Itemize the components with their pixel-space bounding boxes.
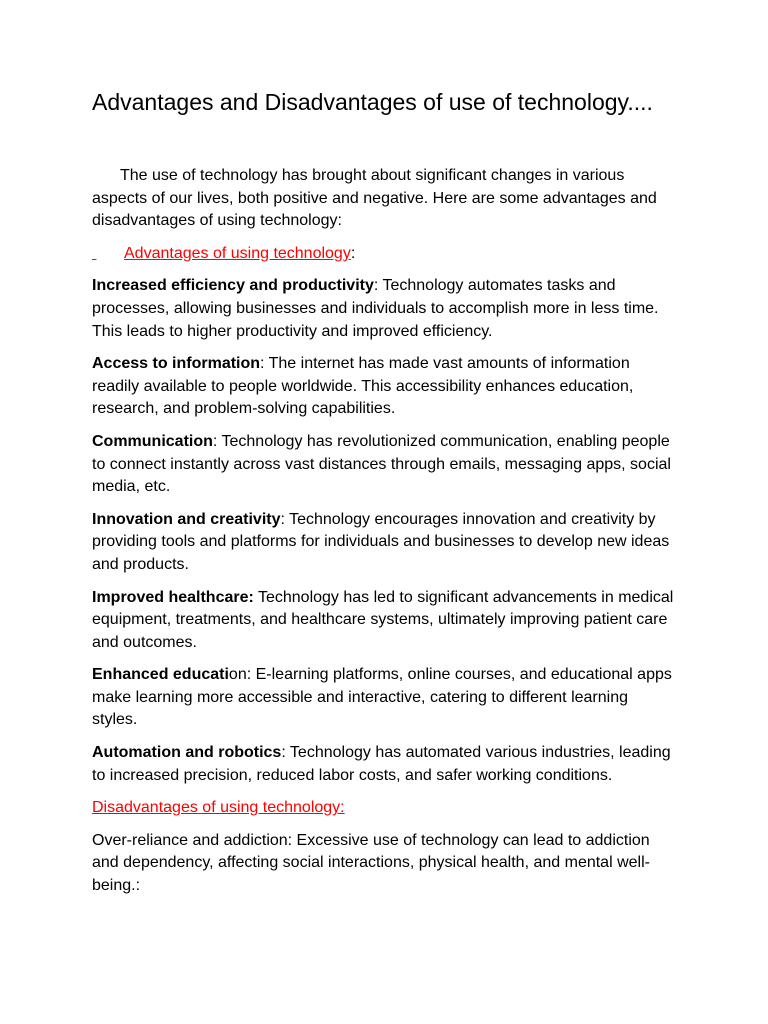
advantage-term: Automation and robotics [92, 744, 282, 762]
advantage-text: : Technology automates tasks and processes, allowing businesses and individuals to accomplish more in less time. This leads to higher productivity and improved efficiency. [92, 277, 659, 340]
advantage-item [92, 353, 676, 421]
disadvantage-item: Over-reliance and addiction: Excessive use of technology can lead to addiction and dependency, affecting social interactions, physical health, and mental well-being.: [92, 831, 650, 895]
disadvantages-heading-text: Disadvantages of using technology: [92, 799, 345, 817]
advantage-item [92, 742, 676, 787]
advantage-term: Access to information [92, 355, 261, 373]
advantage-item [92, 275, 676, 343]
advantages-heading [92, 243, 676, 266]
advantage-text: : The internet has made vast amounts of information readily available to people worldwide. This accessibility enhances education, research, and problem-solving capabilities. [92, 355, 634, 418]
advantage-item [92, 431, 676, 499]
advantage-term: Innovation and creativity [92, 510, 281, 528]
document-title: Advantages and Disadvantages of use of technology.... [92, 89, 653, 115]
disadvantages-heading [92, 797, 676, 820]
advantage-term: Increased efficiency and productivity [92, 277, 374, 295]
advantage-term: Communication [92, 432, 213, 450]
advantage-text: on: E-learning platforms, online courses, and educational apps make learning more accessible and interactive, catering to different learning styles. [92, 666, 672, 729]
advantage-term: Enhanced educati [92, 666, 229, 684]
advantage-term: Improved healthcare: [92, 588, 254, 606]
advantage-text: : Technology has revolutionized communication, enabling people to connect instantly across vast distances through emails, messaging apps, social media, etc. [92, 432, 671, 496]
advantage-item [92, 664, 676, 732]
advantage-text: : Technology has automated various industries, leading to increased precision, reduced labor costs, and safer working conditions. [92, 744, 671, 784]
advantages-heading-text: Advantages of using technology [124, 244, 351, 262]
advantage-text: : Technology encourages innovation and creativity by providing tools and platforms for individuals and businesses to develop new ideas and products. [92, 510, 670, 573]
heading-indent [92, 243, 124, 266]
advantage-text: Technology has led to significant advancements in medical equipment, treatments, and healthcare systems, ultimately improving patient care and outcomes. [92, 588, 674, 651]
advantage-item [92, 587, 676, 655]
advantages-heading-colon: : [350, 244, 356, 262]
intro-paragraph: The use of technology has brought about significant changes in various aspects of our lives, both positive and negative. Here are some advantages and disadvantages of using technology: [92, 167, 657, 230]
advantage-item [92, 509, 676, 577]
